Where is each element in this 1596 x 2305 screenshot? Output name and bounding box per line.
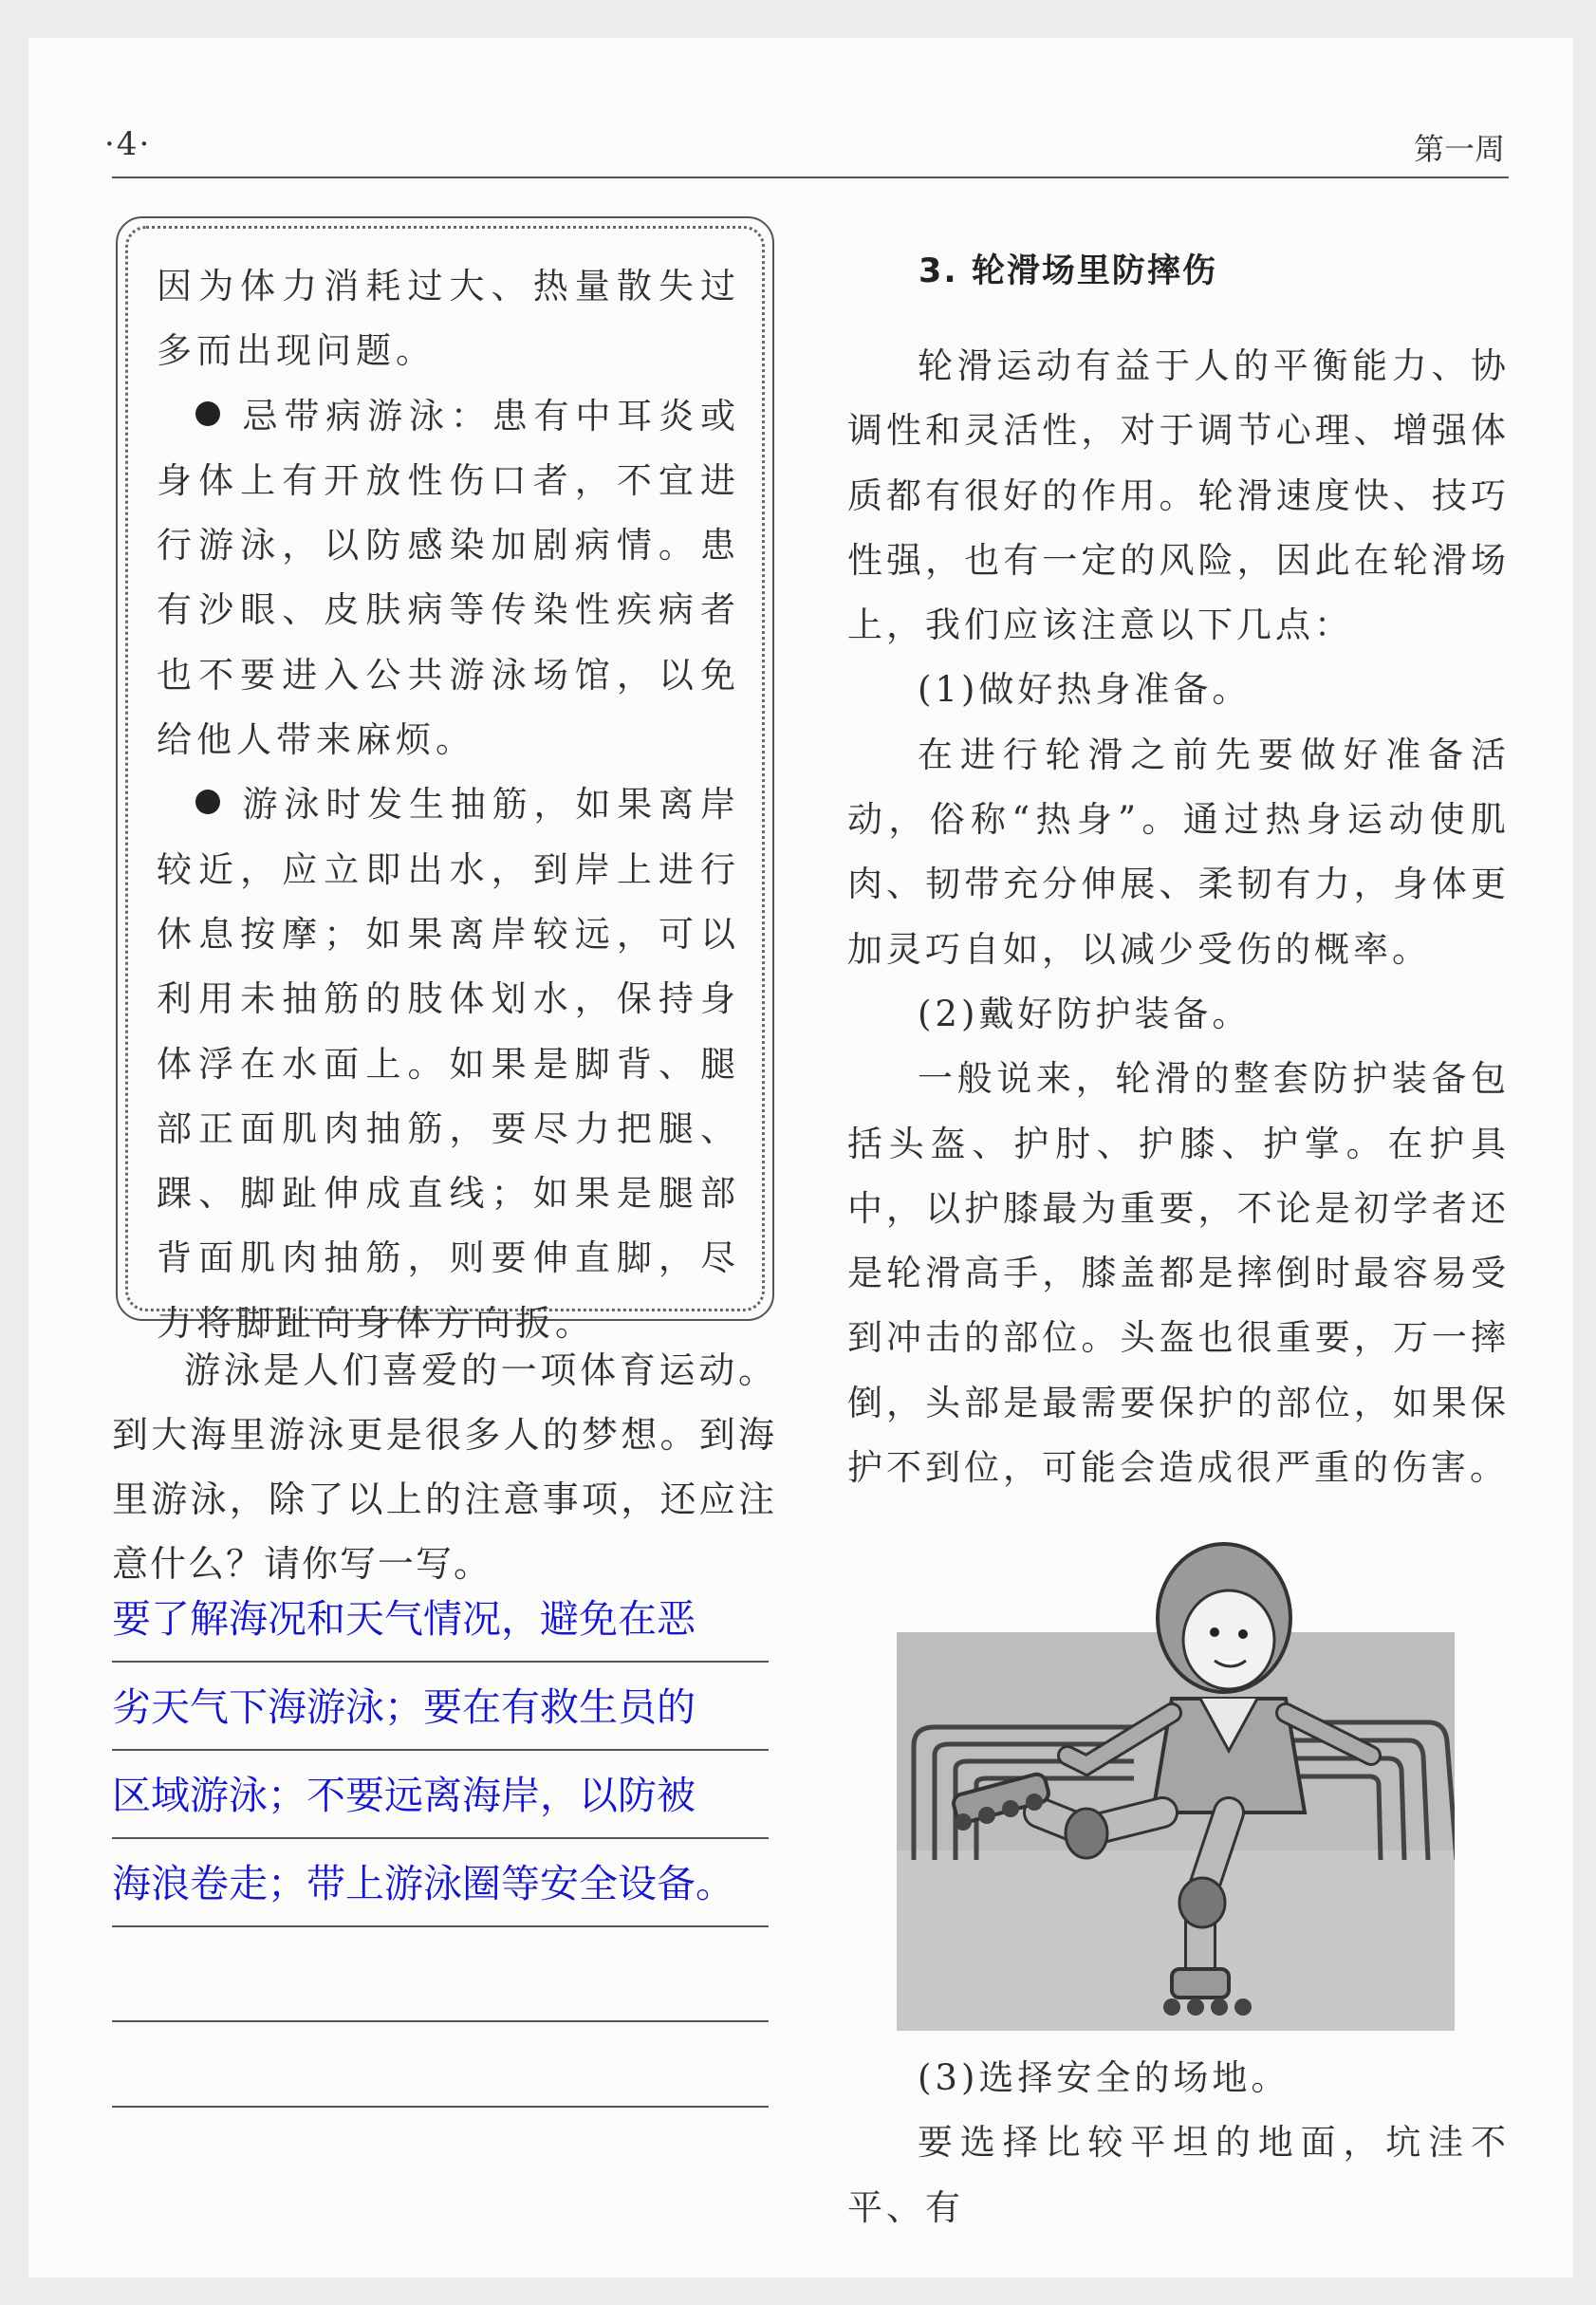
answer-line-2[interactable]: 劣天气下海游泳；要在有救生员的 [112, 1665, 769, 1751]
answer-line-1[interactable]: 要了解海况和天气情况，避免在恶 [112, 1577, 769, 1663]
question-paragraph: 游泳是人们喜爱的一项体育运动。到大海里游泳更是很多人的梦想。到海里游泳，除了以上的注意事项，还应注意什么？请你写一写。 [112, 1349, 776, 1585]
section-body [847, 334, 1510, 1500]
section-body-continued [847, 2046, 1510, 2240]
note-box-text [157, 254, 740, 1356]
box-paragraph-1: 因为体力消耗过大、热量散失过多而出现问题。 [157, 266, 740, 372]
box-paragraph-3 [157, 772, 740, 1356]
skater-illustration [897, 1528, 1455, 2031]
box-paragraph-3-text: 游泳时发生抽筋，如果离岸较近，应立即出水，到岸上进行休息按摩；如果离岸较远，可以利用未抽筋的肢体划水，保持身体浮在水面上。如果是脚背、腿部正面肌肉抽筋，要尽力把腿、踝、脚趾伸成直线；如果是腿部背面肌肉抽筋，则要伸直脚，尽力将脚趾向身体方向扳。 [157, 784, 740, 1344]
bullet-icon [195, 790, 220, 814]
answer-line-5[interactable] [112, 1937, 769, 2022]
item-1-text: 在进行轮滑之前先要做好准备活动，俗称“热身”。通过热身运动使肌肉、韧带充分伸展、柔韧有力，身体更加灵巧自如，以减少受伤的概率。 [847, 734, 1510, 970]
page-number: ·4· [104, 125, 152, 163]
answer-line-6[interactable] [112, 2022, 769, 2108]
item-3-title: (3)选择安全的场地。 [918, 2057, 1290, 2098]
week-label: 第一周 [1414, 131, 1506, 167]
section-intro: 轮滑运动有益于人的平衡能力、协调性和灵活性，对于调节心理、增强体质都有很好的作用。轮滑速度快、技巧性强，也有一定的风险，因此在轮滑场上，我们应该注意以下几点： [847, 345, 1510, 646]
box-paragraph-2 [157, 384, 740, 773]
answer-line-3[interactable]: 区域游泳；不要远离海岸，以防被 [112, 1754, 769, 1839]
item-2-title: (2)戴好防护装备。 [918, 993, 1252, 1034]
question-text [112, 1338, 776, 1596]
item-3-text: 要选择比较平坦的地面，坑洼不平、有 [847, 2122, 1510, 2228]
header-divider [112, 177, 1509, 178]
section-title: 3. 轮滑场里防摔伤 [919, 252, 1217, 290]
answer-line-4[interactable]: 海浪卷走；带上游泳圈等安全设备。 [112, 1842, 769, 1927]
item-1-title: (1)做好热身准备。 [918, 669, 1252, 711]
item-2-text: 一般说来，轮滑的整套防护装备包括头盔、护肘、护膝、护掌。在护具中，以护膝最为重要，不论是初学者还是轮滑高手，膝盖都是摔倒时最容易受到冲击的部位。头盔也很重要，万一摔倒，头部是最需要保护的部位，如果保护不到位，可能会造成很严重的伤害。 [847, 1058, 1510, 1489]
bullet-icon [195, 401, 220, 426]
box-paragraph-2-text: 忌带病游泳：患有中耳炎或身体上有开放性伤口者，不宜进行游泳，以防感染加剧病情。患有沙眼、皮肤病等传染性疾病者也不要进入公共游泳场馆，以免给他人带来麻烦。 [157, 395, 740, 761]
